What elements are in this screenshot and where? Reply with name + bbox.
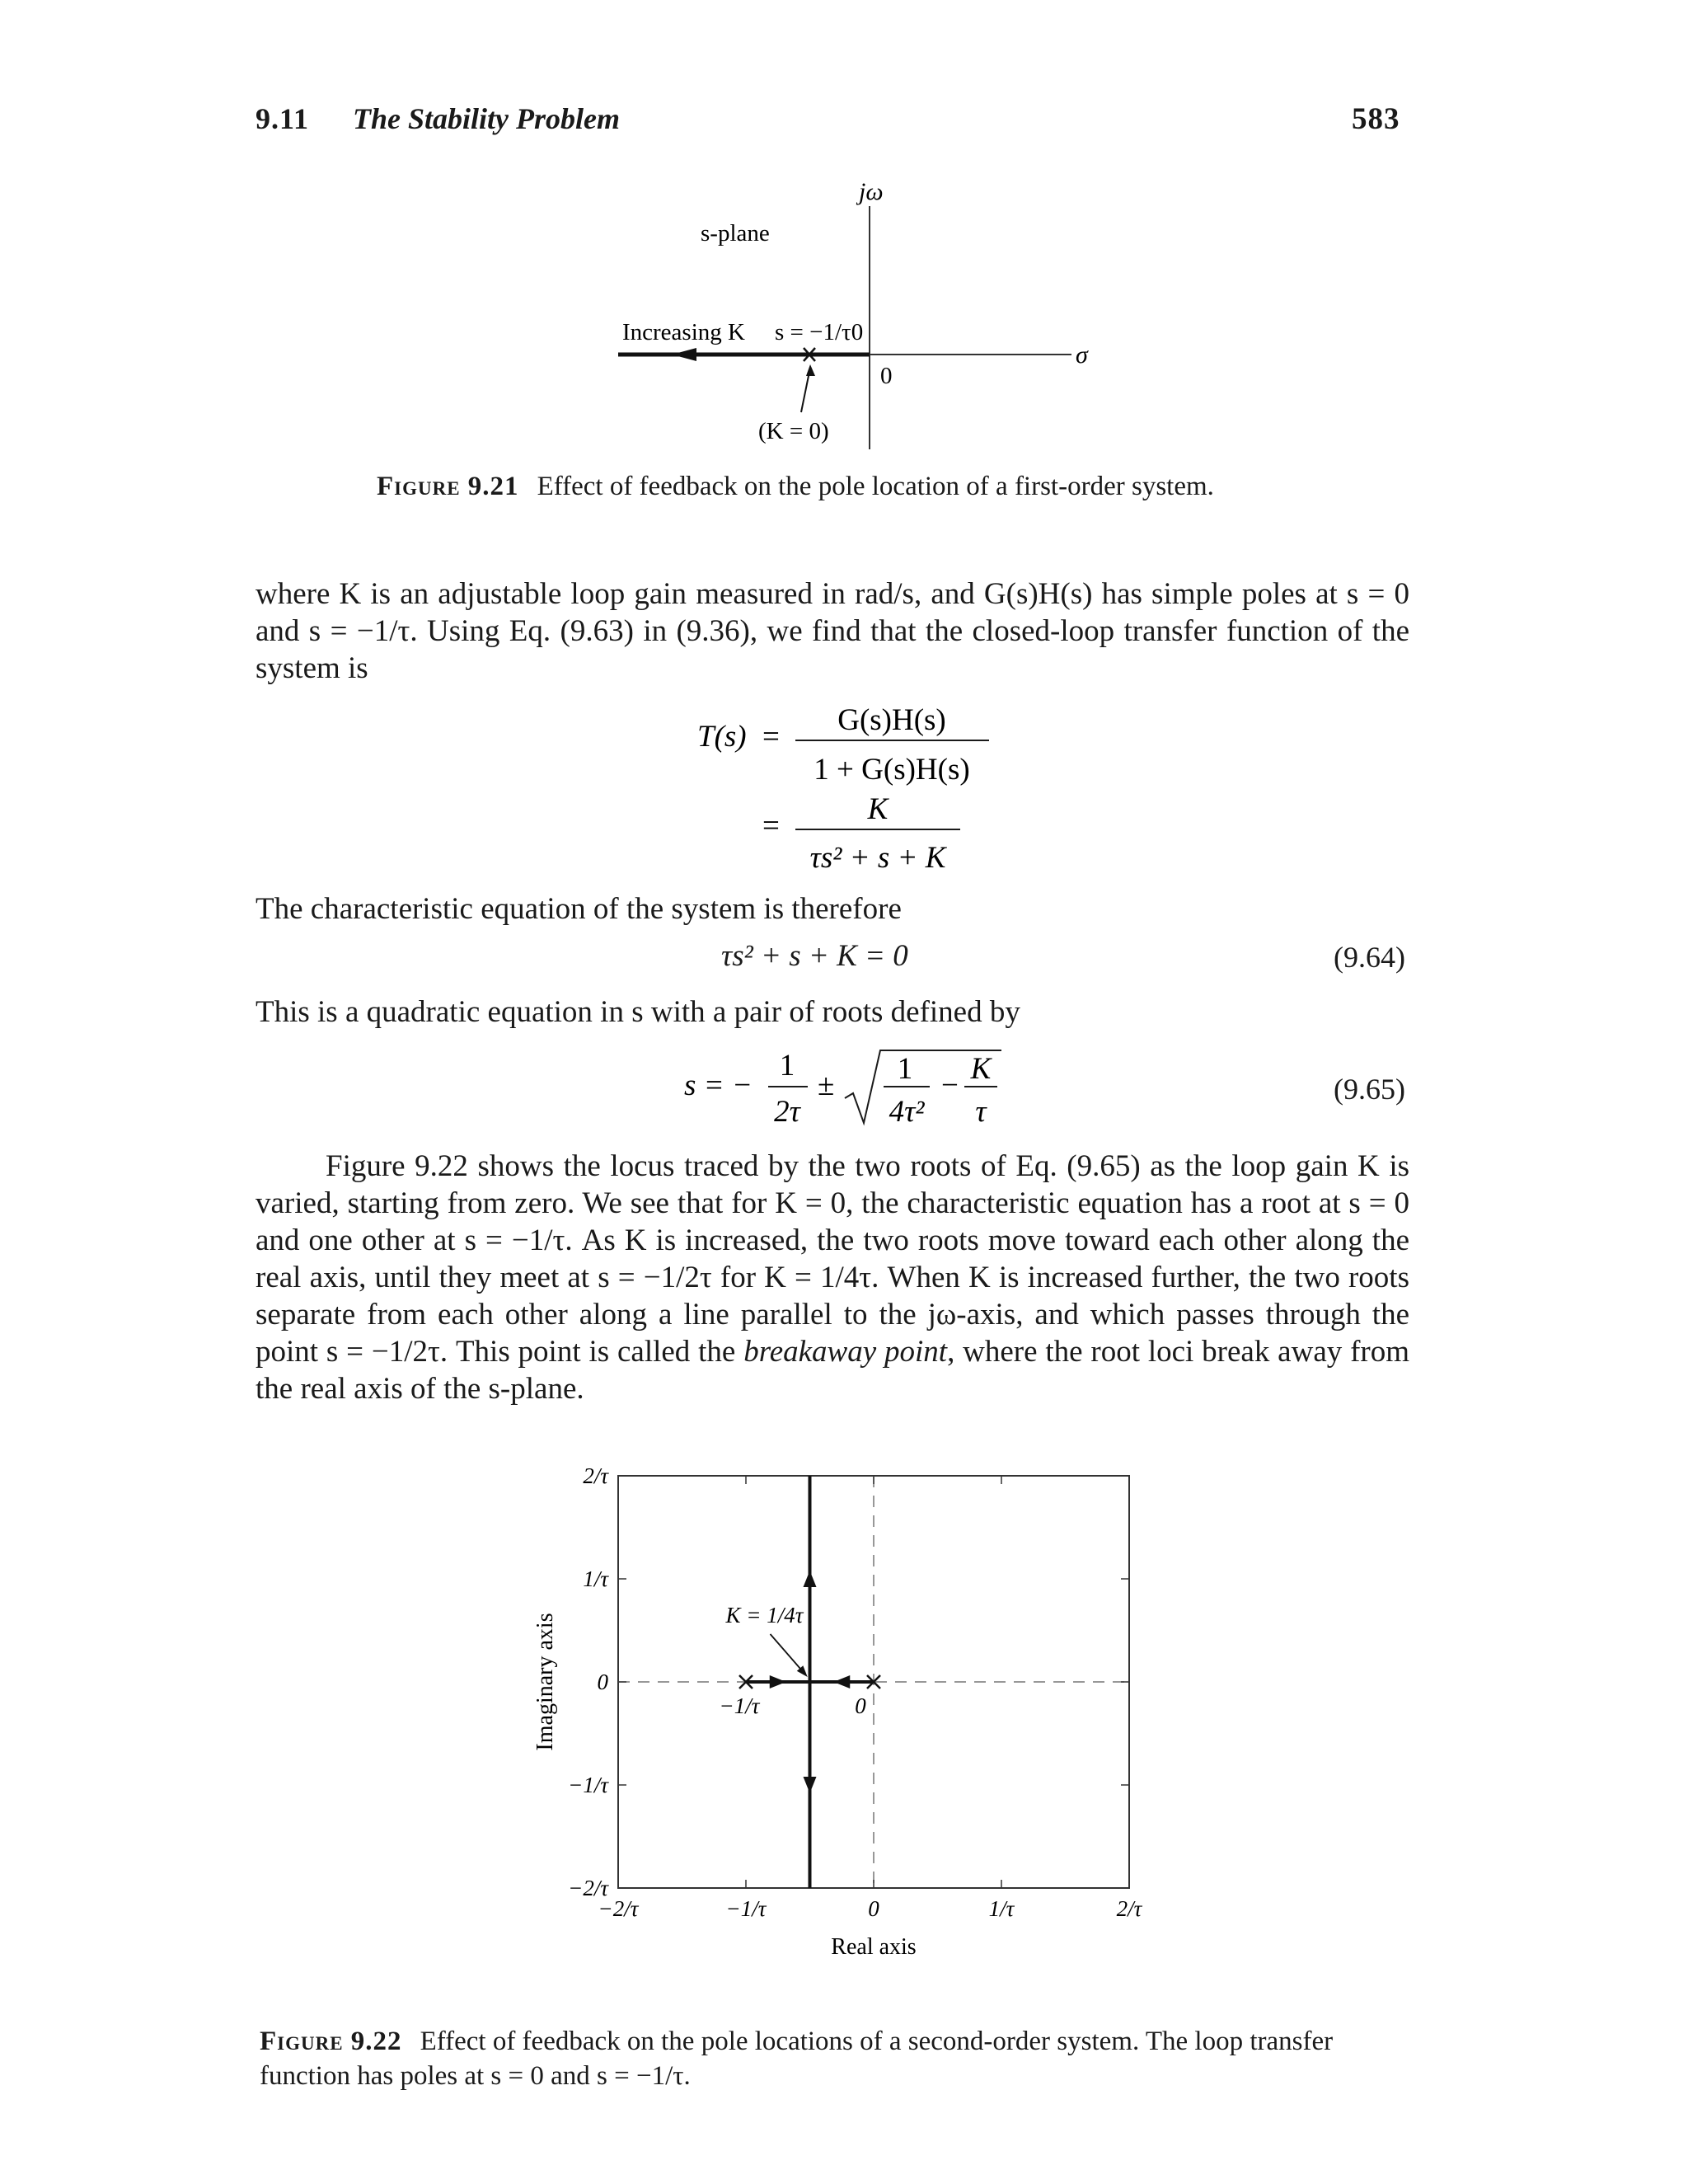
y-tick-label: 1/τ [583, 1566, 608, 1591]
locus-arrow [804, 1777, 817, 1793]
section-title: The Stability Problem [353, 102, 620, 135]
eq-equals-2: = [762, 809, 780, 843]
k-zero-label: (K = 0) [758, 418, 829, 444]
locus-arrow [770, 1675, 786, 1688]
locus-arrow [804, 1571, 817, 1587]
eq-equals-1: = [762, 720, 780, 754]
paragraph-3-text: This is a quadratic equation in s with a pair of roots defined by [256, 995, 1020, 1029]
paragraph-4-text [256, 1148, 1409, 1407]
paragraph-2-text: The characteristic equation of the system is therefore [256, 892, 902, 926]
x-tick-label: 0 [868, 1896, 879, 1921]
locus-arrow [672, 348, 696, 361]
roots-lhs: s = − [684, 1069, 753, 1102]
eq-den-2: τs² + s + K [809, 841, 946, 875]
pole-value-label: s = −1/τ0 [775, 319, 864, 345]
section-number: 9.11 [256, 102, 310, 135]
plus-minus: ± [818, 1069, 835, 1102]
breakaway-pointer [771, 1634, 804, 1672]
caption-label-2: Figure 9.22 [260, 2027, 402, 2056]
pointer-head [806, 364, 815, 376]
paragraph-4-part-2: , where the root loci break away from the real axis of the s-plane. [256, 1335, 1410, 1406]
equation-number-9-64: (9.64) [1334, 941, 1405, 974]
locus-arrow [833, 1675, 850, 1688]
y-axis-title: Imaginary axis [532, 1613, 558, 1751]
equation-number-9-65: (9.65) [1334, 1073, 1405, 1106]
paragraph-4 [256, 1148, 1409, 1407]
x-axis-title: Real axis [831, 1934, 917, 1960]
paragraph-2 [256, 890, 1409, 928]
rad-num-2: K [970, 1052, 992, 1086]
breakaway-term: breakaway point [743, 1335, 948, 1369]
figure-9-21-caption [377, 472, 1214, 502]
paragraph-4-part-1: Figure 9.22 shows the locus traced by the two roots of Eq. (9.65) as the loop gain K is varied, starting from zero. We see that for K = 0, the characteristic equation has a root at s = 0 and one other at s = −1/τ. As K is increased, the two roots move toward each other along the real axis, until they meet at s = −1/2τ for K = 1/4τ. When K is increased further, the two roots separate from each other along a line parallel to the jω-axis, and which passes through the point s = −1/2τ. This point is called the [256, 1149, 1409, 1369]
rad-den-2: τ [975, 1095, 987, 1129]
rad-minus: − [941, 1069, 959, 1102]
figure-9-22-caption [260, 2024, 1414, 2093]
page-number: 583 [1352, 102, 1400, 136]
real-axis-label: σ [1076, 341, 1088, 369]
transfer-function-equation [676, 697, 1022, 878]
figure-9-22-root-locus [511, 1459, 1187, 1970]
x-tick-label: 1/τ [988, 1896, 1015, 1921]
roots-equation [676, 1040, 1022, 1131]
paragraph-1-text: where K is an adjustable loop gain measured in rad/s, and G(s)H(s) has simple poles at s = 0 and s = −1/τ. Using Eq. (9.63) in (9.36), we find that the closed-loop transfer function of the system is [256, 577, 1409, 685]
caption-text: Effect of feedback on the pole location of a first-order system. [537, 472, 1214, 501]
imag-axis-label: jω [859, 178, 884, 205]
eq-num-2: K [867, 792, 889, 826]
paragraph-3 [256, 993, 1409, 1031]
rad-num-1: 1 [897, 1052, 913, 1086]
frac1-den: 2τ [774, 1095, 800, 1129]
rad-den-1: 4τ² [889, 1095, 925, 1129]
characteristic-equation: τs² + s + K = 0 [721, 939, 908, 973]
pole-label: −1/τ [719, 1693, 760, 1718]
frac1-num: 1 [779, 1049, 795, 1083]
increasing-k-label: Increasing K [622, 319, 745, 345]
eq-num-1: G(s)H(s) [837, 703, 946, 737]
pole-label: 0 [855, 1693, 866, 1718]
x-tick-label: −1/τ [725, 1896, 767, 1921]
y-tick-label: 0 [597, 1670, 608, 1694]
breakaway-label: K = 1/4τ [725, 1603, 804, 1627]
y-tick-label: −1/τ [568, 1773, 608, 1797]
s-plane-label: s-plane [701, 220, 770, 247]
x-tick-label: 2/τ [1116, 1896, 1142, 1921]
eq-den-1: 1 + G(s)H(s) [814, 753, 970, 787]
paragraph-1 [256, 575, 1409, 687]
figure-9-21 [577, 165, 1154, 462]
eq-lhs: T(s) [697, 720, 747, 754]
caption-label: Figure 9.21 [377, 472, 519, 501]
origin-label: 0 [880, 363, 893, 389]
caption-text-2: Effect of feedback on the pole locations of a second-order system. The loop transfer function has poles at s = 0 and s = −1/τ. [260, 2027, 1334, 2091]
y-tick-label: 2/τ [583, 1463, 608, 1488]
x-tick-label: −2/τ [598, 1896, 639, 1921]
y-tick-label: −2/τ [568, 1876, 608, 1900]
